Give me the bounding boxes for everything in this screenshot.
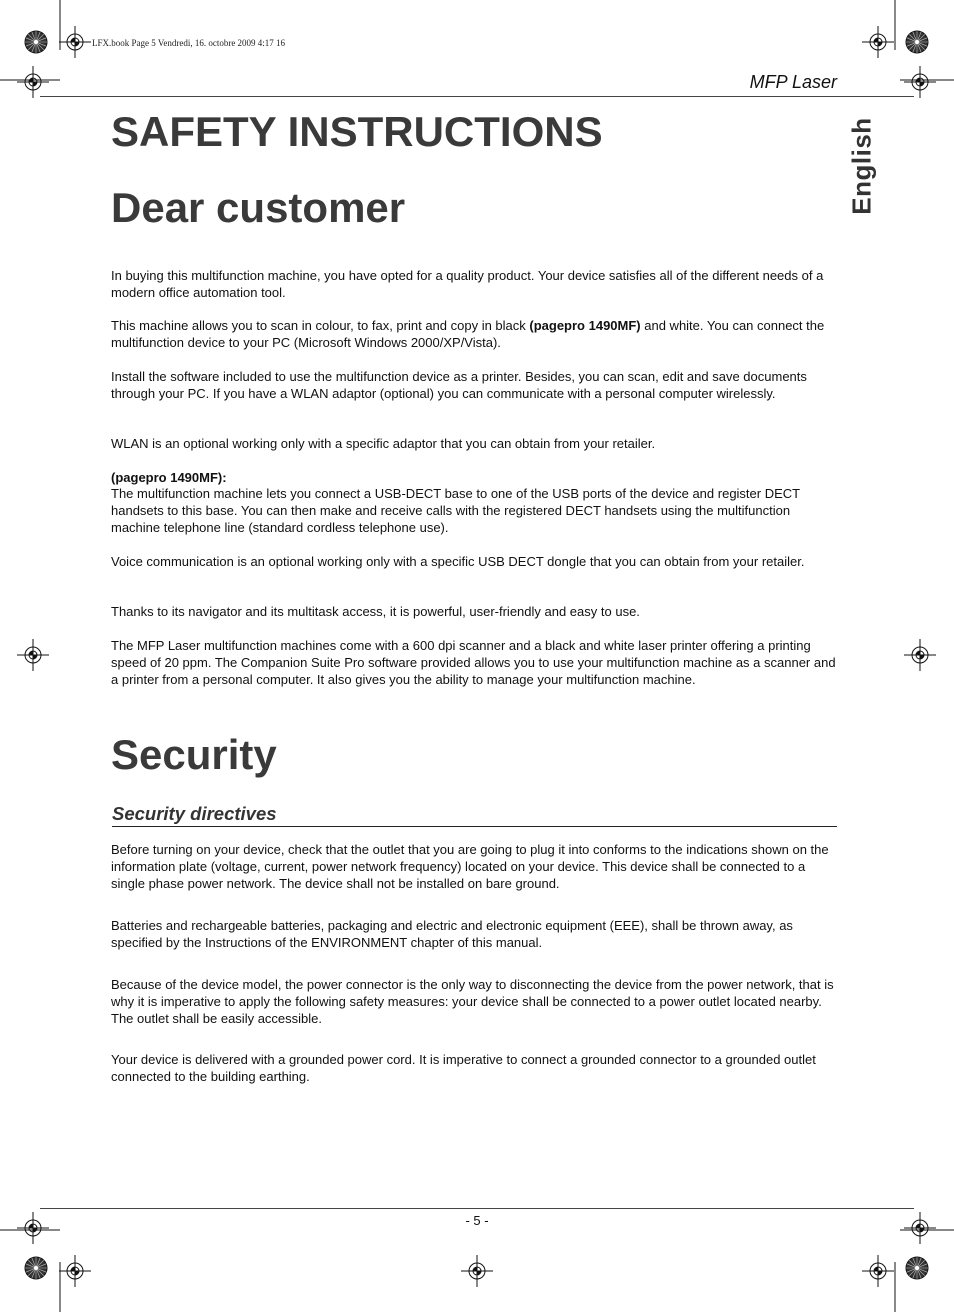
- paragraph: Install the software included to use the multifunction device as a printer. Besides, you can scan, edit and save documents through your PC. If you have a WLAN adaptor (optional) you can communicate with a personal computer wirelessly.: [111, 369, 807, 401]
- file-header: LFX.book Page 5 Vendredi, 16. octobre 2009 4:17 16: [92, 38, 286, 48]
- paragraph: Your device is delivered with a grounded power cord. It is imperative to connect a grounded connector to a grounded outlet connected to the building earthing.: [111, 1052, 816, 1084]
- paragraph: In buying this multifunction machine, you have opted for a quality product. Your device satisfies all of the different needs of a modern office automation tool.: [111, 268, 824, 300]
- paragraph: WLAN is an optional working only with a specific adaptor that you can obtain from your retailer.: [111, 436, 656, 451]
- paragraph: The multifunction machine lets you connect a USB-DECT base to one of the USB ports of the device and register DECT handsets to this base. You can then make and receive calls with the registered DECT handsets using the multifunction machine telephone line (standard cordless telephone use).: [111, 486, 800, 535]
- subsection-heading: [112, 803, 837, 827]
- model-name: (pagepro 1490MF): [529, 318, 641, 333]
- language-tab-label: English: [846, 117, 877, 215]
- section-heading-dear-customer: Dear customer: [111, 184, 406, 231]
- paragraph: Because of the device model, the power connector is the only way to disconnecting the device from the power network, that is why it is imperative to apply the following safety measures: your device shall be connected to a power outlet located nearby. The outlet shall be easily accessible.: [111, 977, 834, 1026]
- paragraph: Voice communication is an optional working only with a specific USB DECT dongle that you can obtain from your retailer.: [111, 554, 805, 569]
- paragraph: Batteries and rechargeable batteries, packaging and electric and electronic equipment (EEE), shall be thrown away, as specified by the Instructions of the ENVIRONMENT chapter of this manual.: [111, 918, 793, 950]
- paragraph-text: This machine allows you to scan in colour, to fax, print and copy in black: [111, 318, 530, 333]
- paragraph-text: and white. You can connect the multifunction device to your PC (Microsoft Windows 2000/XP/Vista).: [111, 318, 825, 350]
- page-title: SAFETY INSTRUCTIONS: [111, 108, 603, 155]
- page-number: - 5 -: [465, 1213, 489, 1228]
- footer-rule: [40, 1208, 914, 1209]
- paragraph: Before turning on your device, check that the outlet that you are going to plug it into conforms to the indications shown on the information plate (voltage, current, power network frequency) located on your device. This device shall be connected to a single phase power network. The device shall not be installed on bare ground.: [111, 842, 829, 891]
- paragraph-label: (pagepro 1490MF):: [111, 470, 227, 485]
- section-heading-security: Security: [111, 731, 277, 778]
- paragraph: [111, 317, 839, 351]
- subsection-heading-text: Security directives: [112, 803, 277, 824]
- header-rule: [40, 96, 914, 97]
- language-tab: [842, 118, 882, 214]
- paragraph: The MFP Laser multifunction machines come with a 600 dpi scanner and a black and white laser printer offering a printing speed of 20 ppm. The Companion Suite Pro software provided allows you to use your multifunction machine as a scanner and a printer from a personal computer. It also gives you the ability to manage your multifunction machine.: [111, 638, 836, 687]
- paragraph: Thanks to its navigator and its multitask access, it is powerful, user-friendly and easy to use.: [111, 604, 640, 619]
- running-header: MFP Laser: [749, 72, 837, 92]
